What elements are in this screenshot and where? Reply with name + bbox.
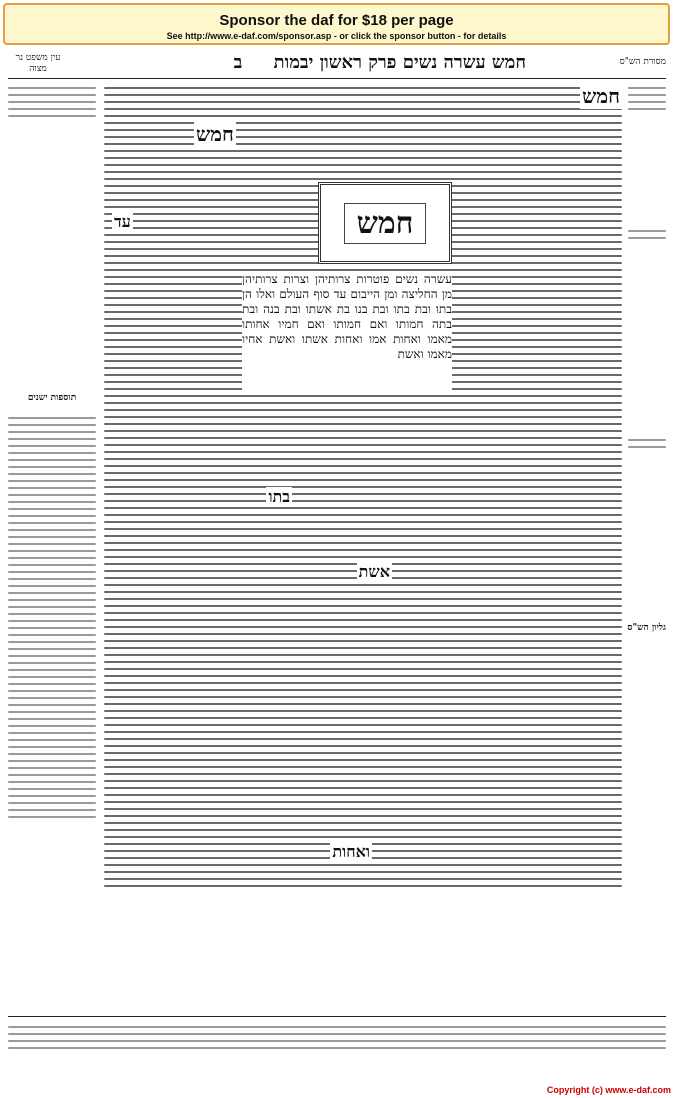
main-text-area	[104, 82, 622, 1002]
dibur-hamatchil-2: בתו	[268, 487, 290, 506]
sponsor-subtitle[interactable]: See http://www.e-daf.com/sponsor.asp - or click the sponsor button - for details	[166, 31, 507, 41]
opening-word-frame	[318, 182, 452, 264]
copyright-link[interactable]: Copyright (c) www.e-daf.com	[546, 1085, 671, 1095]
sponsor-banner[interactable]	[3, 3, 670, 45]
frame-word: חמש	[344, 203, 427, 244]
dibur-hamatchil-1: עד	[114, 212, 131, 231]
header-masoret: מסורת הש"ס	[619, 57, 666, 67]
page-header	[8, 52, 666, 79]
sponsor-title[interactable]: Sponsor the daf for $18 per page	[219, 12, 454, 29]
rashi-opening-word: חמש	[582, 84, 620, 108]
dibur-hamatchil-3: אשת	[358, 562, 390, 581]
mishnah-text: עשרה נשים פוטרות צרותיהן וצרות צרותיהן מן החליצה ומן הייבום עד סוף העולם ואלו הן בתו ובת בתו ובת בנו בת אשתו ובת בנה ובת בתה חמותו ואם חמותו ואם חמיו אחותו מאמו ואחות אמו ואחות אשתו ואשת אחיו מאמו ואשת	[242, 272, 452, 390]
talmud-page	[8, 52, 666, 1082]
tosafot-opening-word: חמש	[196, 122, 234, 146]
dibur-hamatchil-4: ואחות	[332, 842, 370, 861]
page-letter: ב	[233, 52, 243, 73]
header-title: חמש עשרה נשים פרק ראשון יבמות ב	[233, 52, 526, 73]
ein-mishpat-column	[8, 82, 96, 1002]
footer-notes	[8, 1016, 666, 1057]
header-ein-mishpat: עין משפט נר מצוה	[15, 53, 61, 74]
tosafot-label: תוספות ישנים	[27, 393, 77, 403]
gilyon-label: גליון הש"ס	[627, 623, 666, 633]
